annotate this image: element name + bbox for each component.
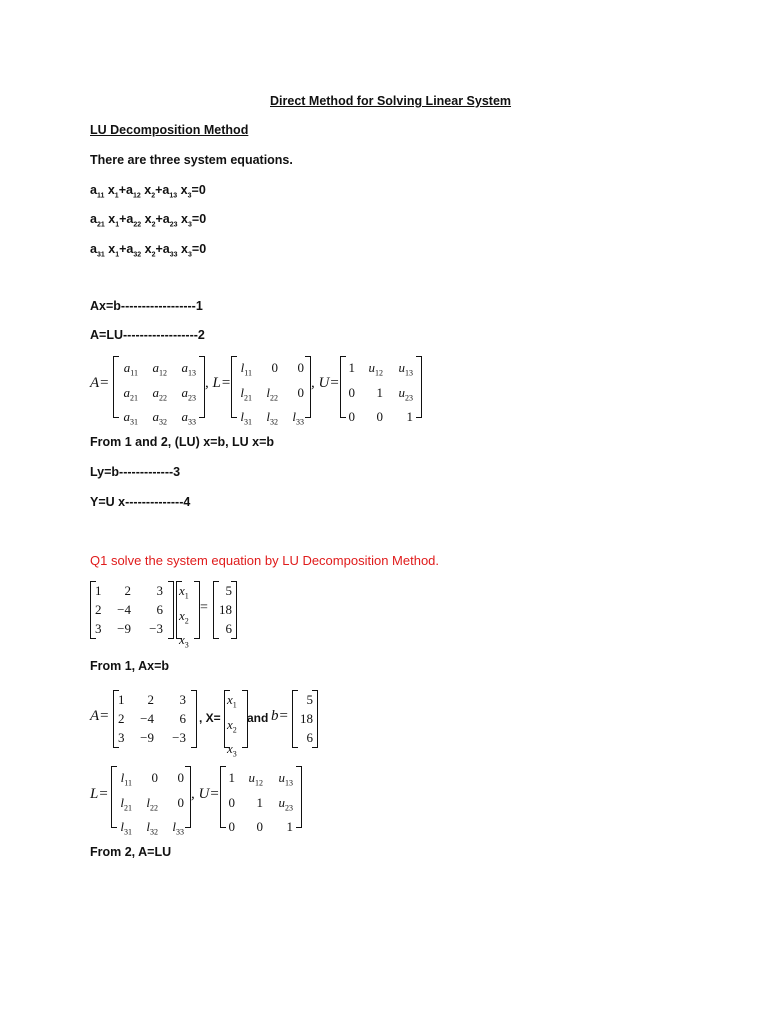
equation-1: $a_{11}$ $x_1+a_{12}$ $x_2+a_{13}$ $x_3=0$ <box>90 183 206 200</box>
matrix-a: $a_{11}$ $a_{12}$ $a_{13}$ $a_{21}$ $a_{22}$ $a_{23}$ $a_{31}$ $a_{32}$ $a_{33}$ <box>113 356 205 418</box>
equation-2: $a_{21}$ $x_1+a_{22}$ $x_2+a_{23}$ $x_3=0$ <box>90 212 207 229</box>
matrix-l-def: $l_{11}$ 0 0 $l_{21}$ $l_{22}$ 0 $l_{31}$ $l_{32}$ $l_{33}$ <box>111 766 191 828</box>
matrix-a-label: A= <box>90 375 110 391</box>
matrix-u: 1 $u_{12}$ $u_{13}$ 0 1 $u_{23}$ 0 0 1 <box>340 356 422 418</box>
vector-x-def: $x_1$ $x_2$ $x_3$ <box>224 690 248 748</box>
equation-y-ux: Y=U x--------------4 <box>90 495 191 509</box>
document-page: Direct Method for Solving Linear System LU Decomposition Method There are three system equations. $a_{11}$ $x_1+a_{12}$ $x_2+a_{13}$ $x_3=0$ $a_{21}$ $x_1+a_{22}$ $x_2+a_{23}$ $x_3=0$ $a_{31}$ $x_1+a_{32}$ $x_2+a_{33}$ $x_3=0$ Ax=b------------------1 A=LU------------------2 A= $a_{11}$ $a_{12}$ $a_{13}$ $a_{21}$ $a_{22}$ $a_{23}$ $a_{31}$ $a_{32}$ $a_{33}$ , L= $l_{11}$ 0 0 $l_{21}$ $l_{22}$ 0 $l_{31}$ $l_{32}$ $l_{33}$ , U= 1 $u_{12}$ $u_{13}$ 0 1 $u_{23}$ 0 0 1 From 1 and 2, (LU) x=b, LU x=b Ly=b-------------3 Y=U x--------------4 Q1 solve the system equation by LU Decomposition Method. 1 2 3 2 −4 6 3 −9 −3 $x_1$ $x_2$ $x_3$ = 5 18 6 From 1, Ax=b A= 1 2 3 2 −4 6 3 −9 −3 , X= $x_1$ $x_2$ $x_3$ and b= 5 18 6 L= $l_{11}$ 0 0 $l_{21}$ $l_{22}$ 0 $l_{31}$ $l_{32}$ $l_{33}$ , U= 1 $u_{12}$ $u_{13}$ 0 1 $u_{23}$ 0 0 1 From 2, A=LU <box>90 94 512 859</box>
vector-b-def: 5 18 6 <box>292 690 318 748</box>
equation-ax-b: Ax=b------------------1 <box>90 299 203 313</box>
text-from-1: From 1, Ax=b <box>90 659 170 673</box>
vector-b: 5 18 6 <box>213 581 237 639</box>
intro-text: There are three system equations. <box>90 153 293 167</box>
equation-ly-b: Ly=b-------------3 <box>90 465 181 479</box>
equation-a-lu: A=LU------------------2 <box>90 328 205 342</box>
vector-x: $x_1$ $x_2$ $x_3$ <box>176 581 200 639</box>
matrix-l: $l_{11}$ 0 0 $l_{21}$ $l_{22}$ 0 $l_{31}$ $l_{32}$ $l_{33}$ <box>231 356 311 418</box>
matrix-a-values: 1 2 3 2 −4 6 3 −9 −3 <box>113 690 197 748</box>
text-from-2: From 2, A=LU <box>90 845 172 859</box>
question-heading: Q1 solve the system equation by LU Decomposition Method. <box>90 553 440 568</box>
text-from-1-and-2: From 1 and 2, (LU) x=b, LU x=b <box>90 435 275 449</box>
matrix-u-def: 1 $u_{12}$ $u_{13}$ 0 1 $u_{23}$ 0 0 1 <box>220 766 302 828</box>
section-heading: LU Decomposition Method <box>90 123 249 137</box>
equation-3: $a_{31}$ $x_1+a_{32}$ $x_2+a_{33}$ $x_3=0$ <box>90 242 207 259</box>
page-title: Direct Method for Solving Linear System <box>270 94 512 108</box>
system-matrix: 1 2 3 2 −4 6 3 −9 −3 <box>90 581 174 639</box>
